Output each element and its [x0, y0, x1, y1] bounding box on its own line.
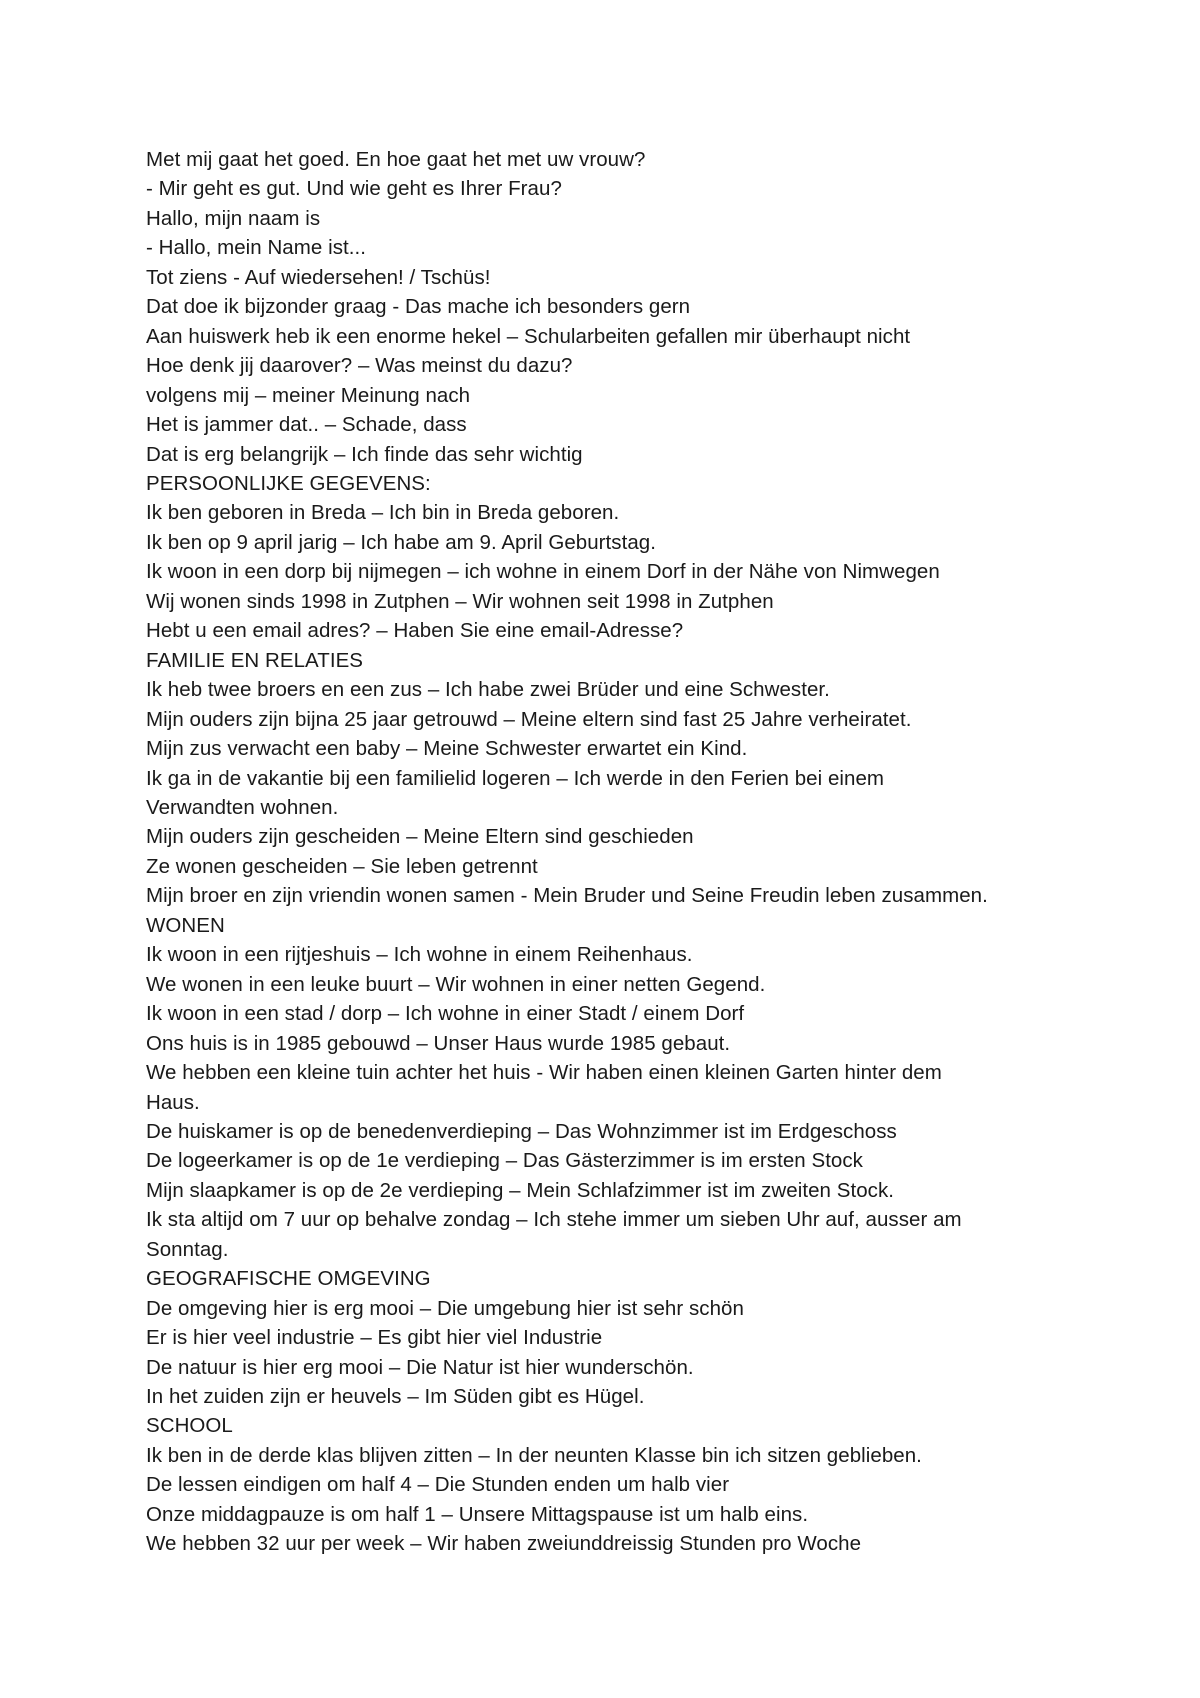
section-heading: GEOGRAFISCHE OMGEVING	[146, 1267, 431, 1291]
text-line: We wonen in een leuke buurt – Wir wohnen in einer netten Gegend.	[146, 972, 766, 996]
text-line: Onze middagpauze is om half 1 – Unsere Mittagspause ist um halb eins.	[146, 1502, 809, 1526]
text-line: Wij wonen sinds 1998 in Zutphen – Wir wohnen seit 1998 in Zutphen	[146, 589, 774, 613]
text-line: Ik woon in een rijtjeshuis – Ich wohne in einem Reihenhaus.	[146, 943, 693, 967]
text-line: Dat doe ik bijzonder graag - Das mache ich besonders gern	[146, 295, 691, 319]
text-line: Ik sta altijd om 7 uur op behalve zondag – Ich stehe immer um sieben Uhr auf, ausser am	[146, 1208, 962, 1232]
text-line: Ik ga in de vakantie bij een familielid logeren – Ich werde in den Ferien bei einem	[146, 766, 885, 790]
text-line: De omgeving hier is erg mooi – Die umgebung hier ist sehr schön	[146, 1296, 744, 1320]
text-line: Sonntag.	[146, 1237, 229, 1261]
text-line: Het is jammer dat.. – Schade, dass	[146, 413, 467, 437]
text-line: Met mij gaat het goed. En hoe gaat het met uw vrouw?	[146, 148, 646, 171]
text-line: Ik woon in een dorp bij nijmegen – ich wohne in einem Dorf in der Nähe von Nimwegen	[146, 560, 940, 584]
text-line: Mijn slaapkamer is op de 2e verdieping – Mein Schlafzimmer ist im zweiten Stock.	[146, 1178, 894, 1202]
text-line: Ik ben geboren in Breda – Ich bin in Breda geboren.	[146, 501, 620, 525]
text-line: Mijn ouders zijn bijna 25 jaar getrouwd – Meine eltern sind fast 25 Jahre verheiratet.	[146, 707, 912, 731]
text-line: Ik heb twee broers en een zus – Ich habe zwei Brüder und eine Schwester.	[146, 678, 830, 702]
text-line: Ik woon in een stad / dorp – Ich wohne in einer Stadt / einem Dorf	[146, 1002, 745, 1026]
text-line: Hoe denk jij daarover? – Was meinst du dazu?	[146, 354, 573, 378]
text-line: - Hallo, mein Name ist...	[146, 236, 366, 260]
text-line: Ik ben op 9 april jarig – Ich habe am 9. April Geburtstag.	[146, 530, 656, 554]
text-line: De huiskamer is op de benedenverdieping – Das Wohnzimmer ist im Erdgeschoss	[146, 1119, 897, 1143]
text-line: Mijn zus verwacht een baby – Meine Schwester erwartet ein Kind.	[146, 737, 748, 761]
text-line: Ons huis is in 1985 gebouwd – Unser Haus wurde 1985 gebaut.	[146, 1031, 731, 1055]
text-line: Ze wonen gescheiden – Sie leben getrennt	[146, 854, 538, 878]
text-line: Ik ben in de derde klas blijven zitten – In der neunten Klasse bin ich sitzen geblieben.	[146, 1443, 922, 1467]
section-heading: SCHOOL	[146, 1414, 233, 1438]
text-line: Er is hier veel industrie – Es gibt hier viel Industrie	[146, 1326, 603, 1350]
text-line: Haus.	[146, 1090, 200, 1114]
text-line: Mijn ouders zijn gescheiden – Meine Eltern sind geschieden	[146, 825, 694, 849]
section-heading: FAMILIE EN RELATIES	[146, 648, 364, 672]
text-line: Dat is erg belangrijk – Ich finde das sehr wichtig	[146, 442, 583, 466]
section-heading: WONEN	[146, 913, 225, 937]
text-line: volgens mij – meiner Meinung nach	[146, 383, 471, 407]
text-line: De logeerkamer is op de 1e verdieping – Das Gästerzimmer is im ersten Stock	[146, 1149, 863, 1173]
text-line: Mijn broer en zijn vriendin wonen samen - Mein Bruder und Seine Freudin leben zusammen.	[146, 884, 988, 908]
text-line: In het zuiden zijn er heuvels – Im Süden gibt es Hügel.	[146, 1385, 645, 1409]
text-line: We hebben 32 uur per week – Wir haben zweiunddreissig Stunden pro Woche	[146, 1532, 862, 1556]
section-heading: PERSOONLIJKE GEGEVENS:	[146, 471, 431, 495]
text-line: Aan huiswerk heb ik een enorme hekel – Schularbeiten gefallen mir überhaupt nicht	[146, 324, 911, 348]
text-line: De lessen eindigen om half 4 – Die Stunden enden um halb vier	[146, 1473, 730, 1497]
text-line: Hallo, mijn naam is	[146, 206, 321, 230]
text-line: Tot ziens - Auf wiedersehen! / Tschüs!	[146, 265, 491, 289]
text-line: Hebt u een email adres? – Haben Sie eine email-Adresse?	[146, 619, 684, 643]
text-line: De natuur is hier erg mooi – Die Natur ist hier wunderschön.	[146, 1355, 694, 1379]
text-line: We hebben een kleine tuin achter het huis - Wir haben einen kleinen Garten hinter dem	[146, 1061, 942, 1085]
document-body	[146, 145, 1106, 1559]
text-line: - Mir geht es gut. Und wie geht es Ihrer Frau?	[146, 177, 562, 201]
text-line: Verwandten wohnen.	[146, 795, 339, 819]
